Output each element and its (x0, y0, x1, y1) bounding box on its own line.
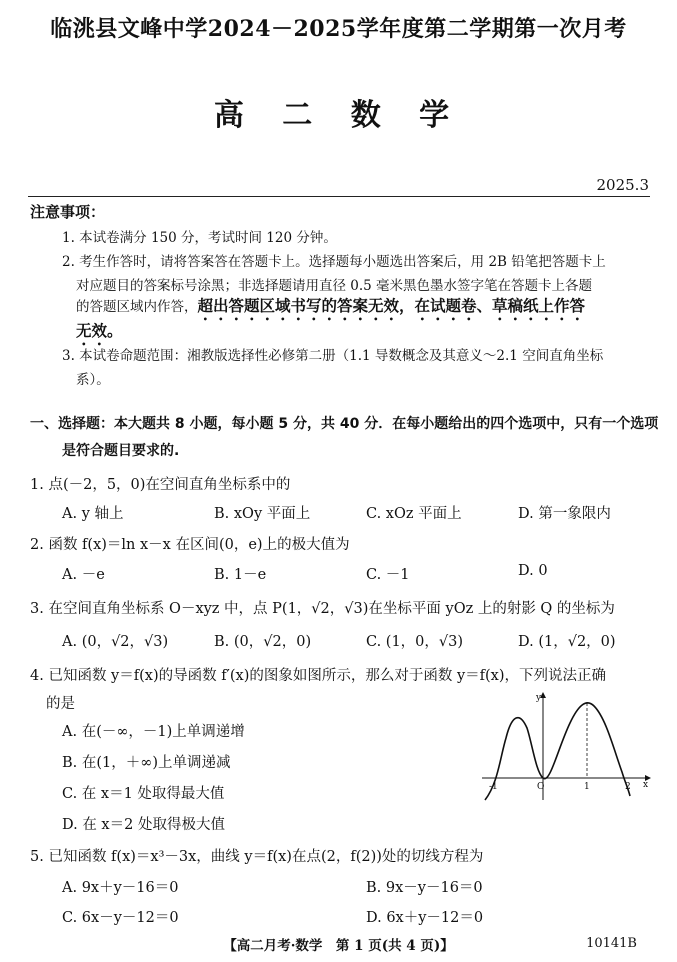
graph-origin-label: O (537, 782, 545, 792)
notice-item-1: 1. 本试卷满分 150 分，考试时间 120 分钟。 (62, 230, 337, 246)
question-2-option-d: D. 0 (518, 563, 548, 579)
question-2-option-a: A. －e (62, 567, 105, 583)
graph-x-label: x (643, 780, 649, 790)
section-heading-line-1: 一、选择题：本大题共 8 小题，每小题 5 分，共 40 分．在每小题给出的四个选项中，只有一个选项 (30, 416, 659, 432)
subject-title: 高 二 数 学 (213, 98, 464, 133)
notice-item-2-line-4: 无效。 (76, 322, 123, 340)
question-1-option-b: B. xOy 平面上 (214, 506, 311, 522)
section-heading-line-2: 是符合题目要求的. (62, 443, 180, 459)
question-2-option-c: C. －1 (366, 567, 410, 583)
question-3-stem: 3. 在空间直角坐标系 O－xyz 中，点 P(1，√2，√3)在坐标平面 yOz 上的射影 Q 的坐标为 (30, 601, 615, 617)
derivative-curve (485, 703, 630, 800)
notice-title: 注意事项： (30, 203, 106, 221)
question-5-option-b: B. 9x－y－16＝0 (366, 880, 483, 896)
question-4-option-a: A. 在(－∞，－1)上单调递增 (62, 724, 245, 740)
question-5-option-d: D. 6x＋y－12＝0 (366, 910, 484, 926)
notice-item-2-line-1: 2. 考生作答时，请将答案答在答题卡上。选择题每小题选出答案后，用 2B 铅笔把答题卡上 (62, 254, 606, 270)
graph-tick-2: 2 (625, 782, 631, 792)
question-4-option-b: B. 在(1，＋∞)上单调递减 (62, 755, 231, 771)
question-1-stem: 1. 点(－2，5，0)在空间直角坐标系中的 (30, 477, 291, 493)
notice-item-3-line-1: 3. 本试卷命题范围：湘教版选择性必修第二册（1.1 导数概念及其意义～2.1 空间直角坐标 (62, 348, 604, 364)
question-3-option-d: D. (1，√2，0) (518, 634, 616, 650)
graph-tick-neg1: -1 (489, 782, 498, 792)
question-4-option-c: C. 在 x＝1 处取得最大值 (62, 786, 225, 802)
header-divider (28, 196, 650, 197)
notice-item-3-line-2: 系）。 (76, 372, 110, 388)
question-4-stem-line-1: 4. 已知函数 y＝f(x)的导函数 f′(x)的图象如图所示，那么对于函数 y＝f(x)，下列说法正确 (30, 668, 607, 684)
question-2-option-b: B. 1－e (214, 567, 267, 583)
question-3-option-c: C. (1，0，√3) (366, 634, 464, 650)
notice-emphasis: 超出答题区域书写的答案无效，在试题卷、草稿纸上作答 (197, 297, 586, 315)
question-1-option-c: C. xOz 平面上 (366, 506, 462, 522)
exam-date: 2025.3 (596, 176, 649, 194)
question-5-option-a: A. 9x＋y－16＝0 (62, 880, 179, 896)
notice-item-2-line-3-plain: 的答题区域内作答， (76, 299, 198, 315)
question-2-stem: 2. 函数 f(x)＝ln x－x 在区间(0，e)上的极大值为 (30, 537, 350, 553)
notice-item-2-line-2: 对应题目的答案标号涂黑；非选择题请用直径 0.5 毫米黑色墨水签字笔在答题卡上各题 (76, 278, 593, 294)
graph-y-label: y (536, 693, 542, 703)
derivative-graph (480, 688, 655, 803)
page-footer: 【高二月考·数学 第 1 页(共 4 页)】 (223, 938, 454, 954)
graph-tick-1: 1 (584, 782, 590, 792)
question-5-stem: 5. 已知函数 f(x)＝x³－3x，曲线 y＝f(x)在点(2，f(2))处的切线方程为 (30, 849, 484, 865)
question-3-option-a: A. (0，√2，√3) (62, 634, 169, 650)
notice-item-2-line-3 (76, 294, 585, 324)
question-4-stem-line-2: 的是 (46, 696, 75, 712)
paper-code: 10141B (586, 936, 637, 951)
exam-school-title: 临洮县文峰中学2024－2025学年度第二学期第一次月考 (50, 16, 627, 42)
question-4-option-d: D. 在 x＝2 处取得极大值 (62, 817, 225, 833)
question-1-option-d: D. 第一象限内 (518, 506, 611, 522)
question-1-option-a: A. y 轴上 (62, 506, 124, 522)
question-5-option-c: C. 6x－y－12＝0 (62, 910, 179, 926)
question-3-option-b: B. (0，√2，0) (214, 634, 312, 650)
